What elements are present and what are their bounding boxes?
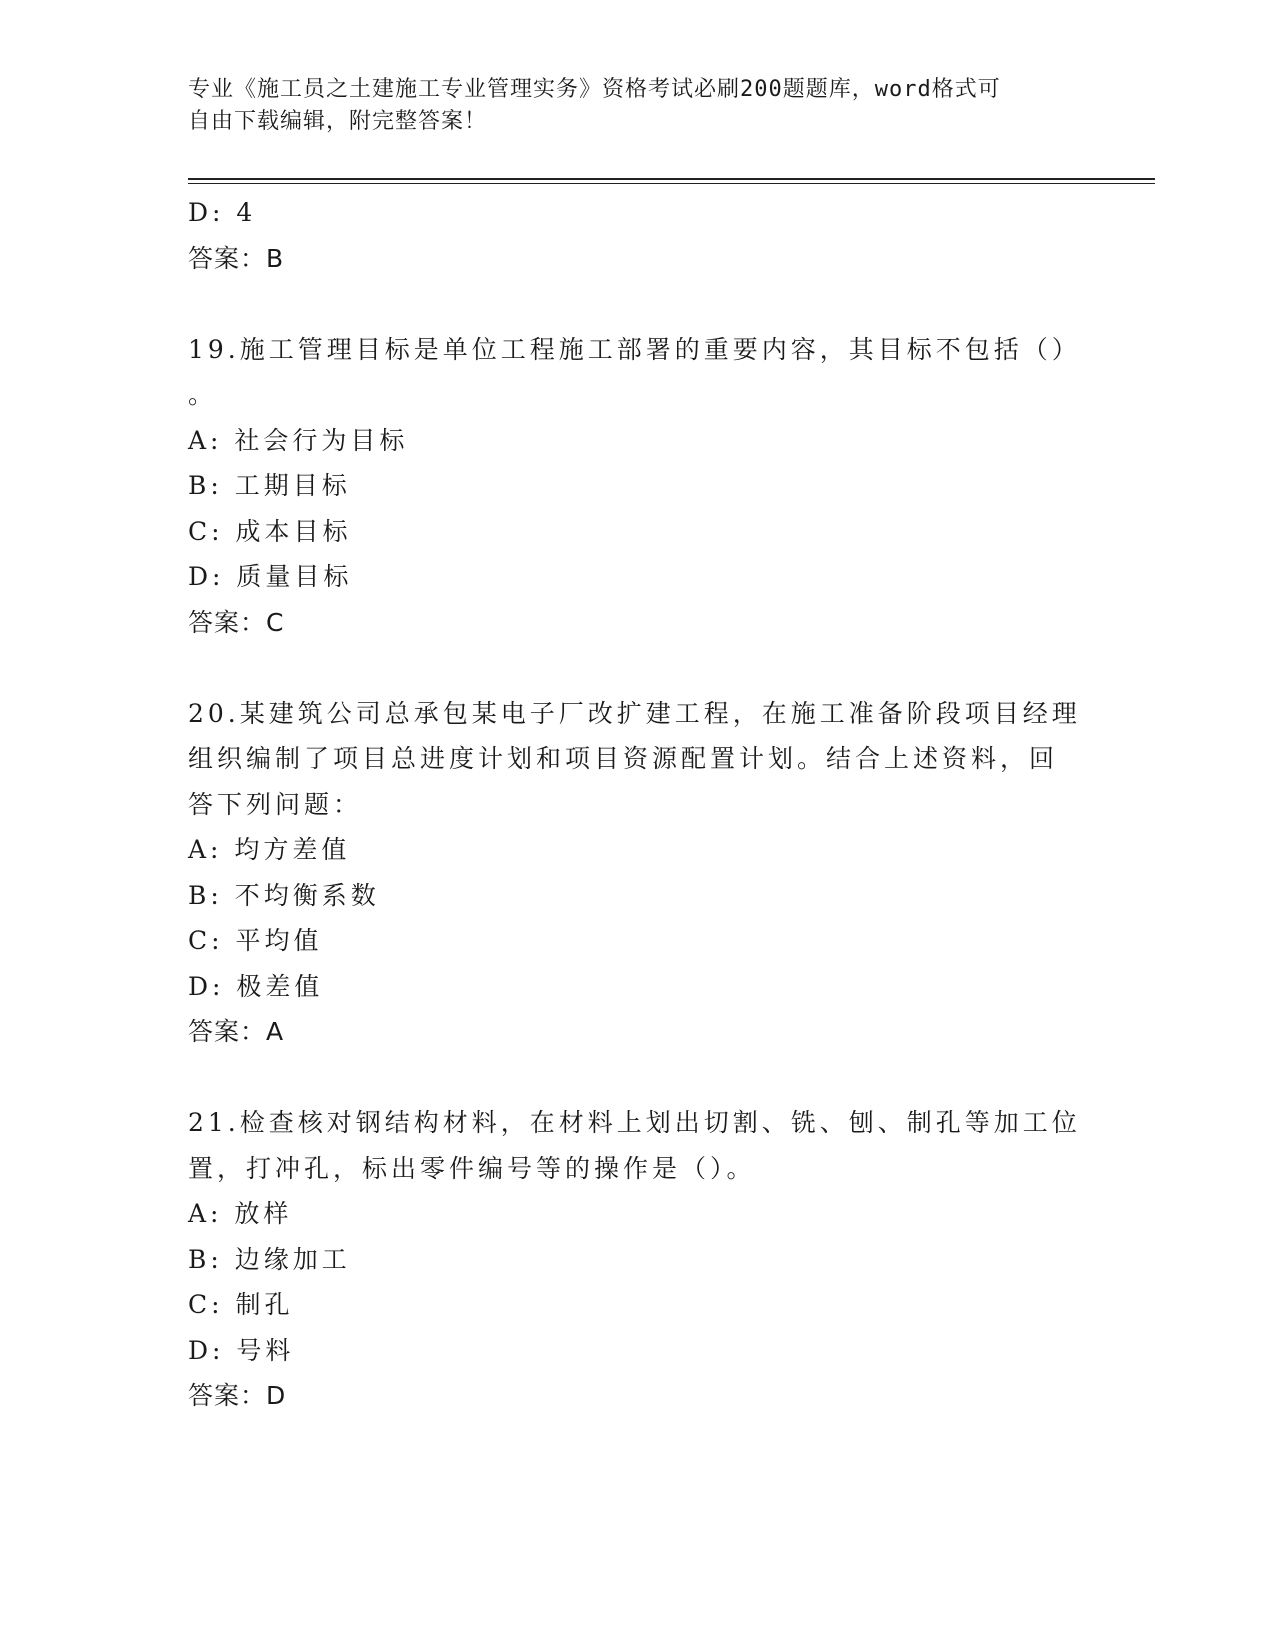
header-rule-thin [188, 183, 1155, 184]
header-line-2: 自由下载编辑，附完整答案！ [188, 109, 488, 134]
option-d: D: 极差值 [188, 971, 324, 1001]
question-text-line: 置，打冲孔，标出零件编号等的操作是（）。 [188, 1153, 756, 1183]
question-text-line: 20.某建筑公司总承包某电子厂改扩建工程，在施工准备阶段项目经理 [188, 698, 1081, 728]
option-c: C: 平均值 [188, 926, 323, 955]
header-line-1: 专业《施工员之土建施工专业管理实务》资格考试必刷200题题库，word格式可 [188, 77, 1001, 102]
question-20 [188, 691, 1088, 1055]
question-19 [188, 327, 1088, 646]
option-d: D: 质量目标 [188, 562, 353, 591]
question-text-line: 组织编制了项目总进度计划和项目资源配置计划。结合上述资料，回 [188, 744, 1059, 773]
question-text-line: 19.施工管理目标是单位工程施工部署的重要内容，其目标不包括（） [188, 334, 1081, 364]
option-a: A: 均方差值 [188, 835, 351, 864]
spacer [188, 645, 1088, 691]
option-d: D: 号料 [188, 1335, 295, 1365]
option-a: A: 社会行为目标 [188, 425, 409, 455]
answer: 答案：C [188, 607, 285, 637]
header-rule-thick [188, 178, 1155, 180]
question-text-line: 。 [188, 380, 218, 409]
option-a: A: 放样 [188, 1199, 293, 1228]
question-21 [188, 1100, 1088, 1419]
carryover-answer: 答案：B [188, 243, 285, 273]
answer: 答案：A [188, 1017, 285, 1046]
option-b: B: 边缘加工 [188, 1244, 351, 1274]
carryover-option-d: D: 4 [188, 198, 257, 227]
answer: 答案：D [188, 1381, 287, 1410]
option-b: B: 工期目标 [188, 471, 351, 500]
question-text-line: 21.检查核对钢结构材料，在材料上划出切割、铣、刨、制孔等加工位 [188, 1108, 1081, 1137]
option-c: C: 成本目标 [188, 516, 352, 546]
document-header [188, 74, 1068, 138]
spacer [188, 1055, 1088, 1101]
spacer [188, 281, 1088, 327]
question-list [188, 190, 1088, 1419]
option-c: C: 制孔 [188, 1290, 294, 1319]
option-b: B: 不均衡系数 [188, 880, 380, 910]
question-text-line: 答下列问题： [188, 789, 363, 819]
